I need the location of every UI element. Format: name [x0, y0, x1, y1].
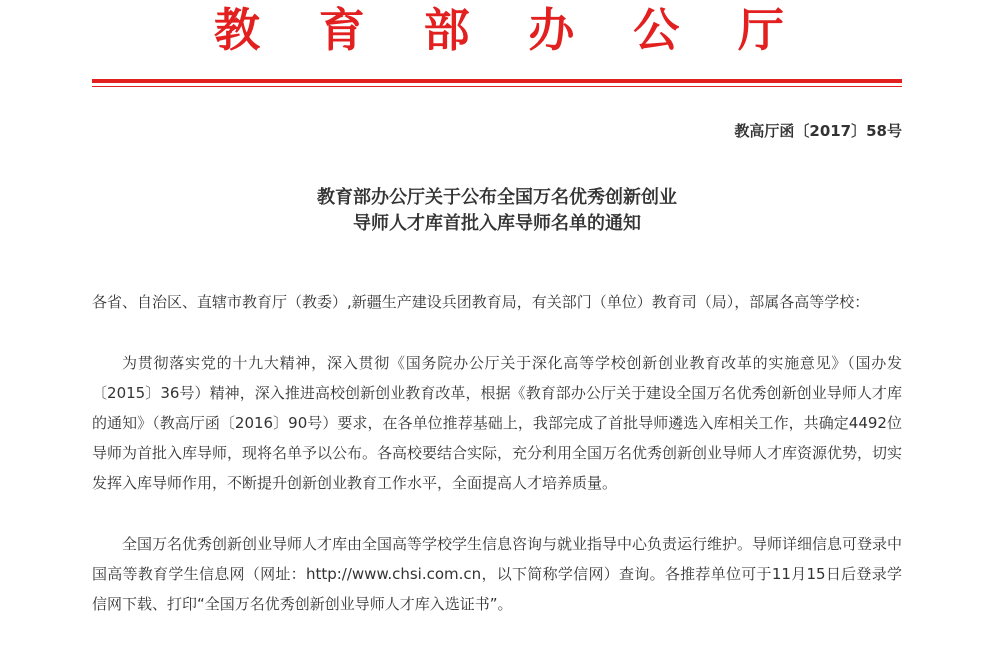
letterhead-char: 厅	[737, 3, 784, 57]
document-body	[92, 287, 902, 650]
letterhead-char: 育	[318, 3, 365, 57]
letterhead-title	[92, 0, 902, 60]
letterhead-divider-thick	[92, 79, 902, 83]
body-paragraph: 为贯彻落实党的十九大精神，深入贯彻《国务院办公厅关于深化高等学校创新创业教育改革的实施意见》（国办发〔2015〕36号）精神，深入推进高校创新创业教育改革，根据《教育部办公厅关于建设全国万名优秀创新创业导师人才库的通知》（教高厅函〔2016〕90号）要求，在各单位推荐基础上，我部完成了首批导师遴选入库相关工作，共确定4492位导师为首批入库导师，现将名单予以公布。各高校要结合实际，充分利用全国万名优秀创新创业导师人才库资源优势，切实发挥入库导师作用，不断提升创新创业教育工作水平，全面提高人才培养质量。	[92, 354, 903, 492]
letterhead-divider-thin	[92, 86, 902, 87]
salutation: 各省、自治区、直辖市教育厅（教委）,新疆生产建设兵团教育局，有关部门（单位）教育司（局），部属各高等学校：	[92, 293, 870, 311]
body-paragraph: 全国万名优秀创新创业导师人才库由全国高等学校学生信息咨询与就业指导中心负责运行维护。导师详细信息可登录中国高等教育学生信息网（网址：http://www.chsi.com.cn，以下简称学信网）查询。各推荐单位可于11月15日后登录学信网下载、打印“全国万名优秀创新创业导师人才库入选证书”。	[92, 535, 903, 613]
letterhead-char: 办	[528, 3, 575, 57]
letterhead-char: 公	[633, 3, 680, 57]
document-title	[92, 185, 902, 237]
letterhead-char: 教	[214, 3, 260, 57]
document-title-line-1: 教育部办公厅关于公布全国万名优秀创新创业	[317, 187, 677, 208]
document-title-line-2: 导师人才库首批入库导师名单的通知	[353, 213, 641, 234]
document-number: 教高厅函〔2017〕58号	[734, 122, 902, 140]
letterhead-char: 部	[423, 3, 470, 57]
